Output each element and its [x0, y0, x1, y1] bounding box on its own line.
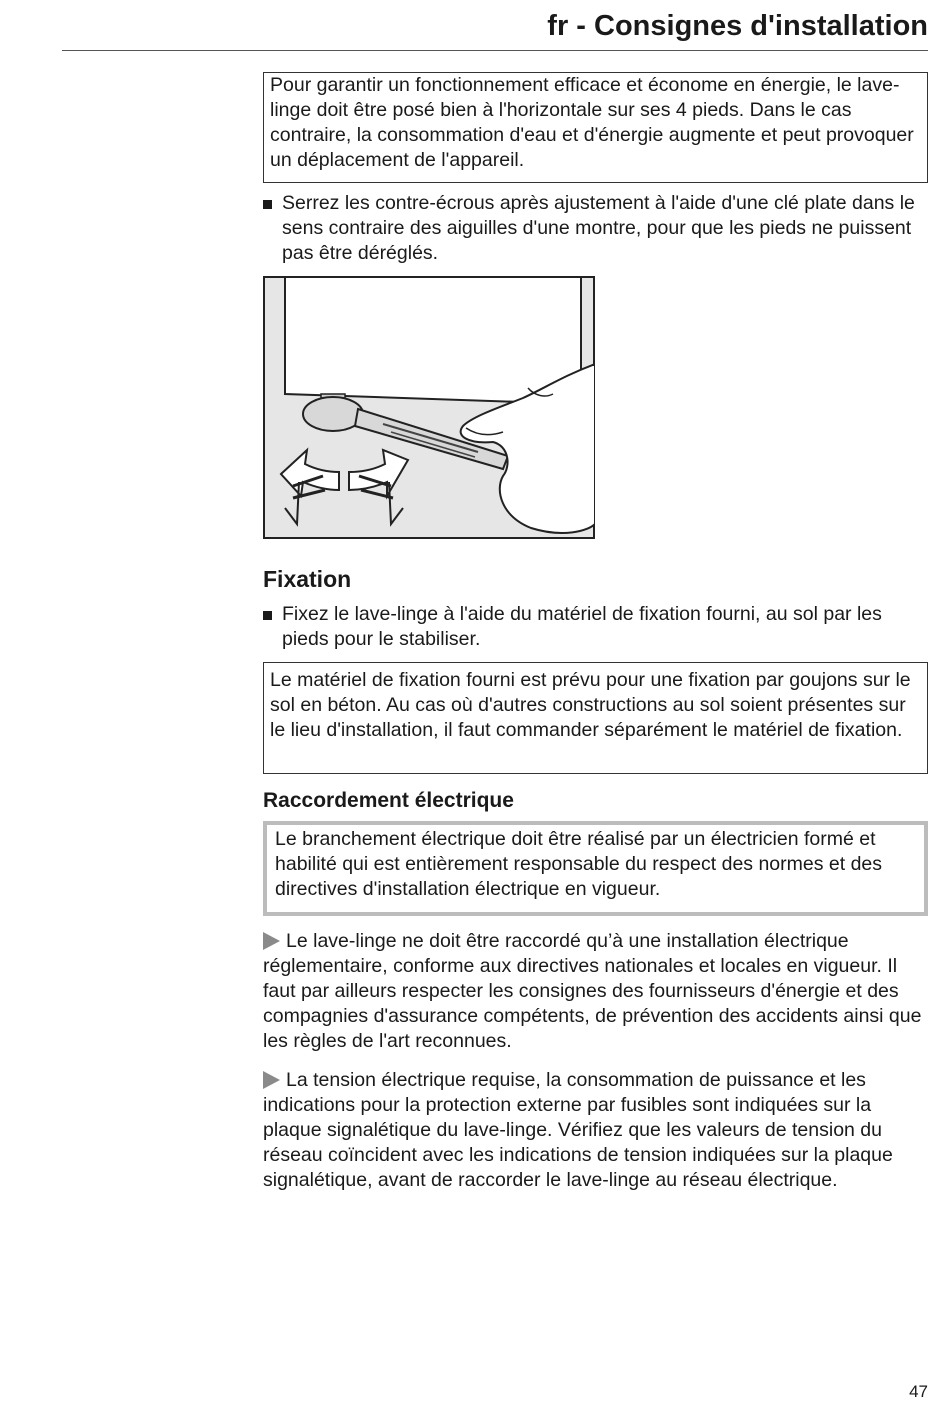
leveling-note-text: Pour garantir un fonctionnement efficace et économe en énergie, le lave-linge doit être posé bien à l'horizontale sur ses 4 pieds. Dans le cas contraire, la consommation d'eau et d'énergie augmente et peut provoquer un déplacement de l'appareil.	[270, 74, 914, 171]
page-header-title: fr - Consignes d'installation	[547, 10, 928, 42]
fixation-note-box	[263, 662, 928, 774]
square-bullet-icon	[263, 611, 272, 620]
fixation-instruction-text: Fixez le lave-linge à l'aide du matériel de fixation fourni, au sol par les pieds pour le stabiliser.	[282, 603, 882, 650]
triangle-arrow-icon	[263, 1071, 280, 1089]
electrical-paragraph-2	[263, 1068, 928, 1193]
header-divider	[62, 50, 928, 51]
page-number: 47	[909, 1382, 928, 1401]
electrical-paragraph-2-text: La tension électrique requise, la consommation de puissance et les indications pour la protection externe par fusibles sont indiquées sur la plaque signalétique du lave-linge. Vérifiez que les valeurs de tension du réseau coïncident avec les indications de tension indiquées sur la plaque signalétique, avant de raccorder le lave-linge au réseau électrique.	[263, 1069, 893, 1191]
electrical-paragraph-1-text: Le lave-linge ne doit être raccordé qu’à une installation électrique réglementaire, conforme aux directives nationales et locales en vigueur. Il faut par ailleurs respecter les consignes des fournisseurs d'énergie et des compagnies d'assurance compétents, de prévention des accidents ainsi que les règles de l'art reconnues.	[263, 930, 922, 1052]
locknut-instruction	[263, 191, 928, 266]
leveling-note-box	[263, 72, 928, 183]
electrical-heading: Raccordement électrique	[263, 789, 514, 812]
electrical-paragraph-1	[263, 929, 928, 1054]
electrical-warning-box	[263, 821, 928, 916]
electrical-warning-text: Le branchement électrique doit être réalisé par un électricien formé et habilité qui est entièrement responsable du respect des normes et des directives d'installation électrique en vigueur.	[275, 828, 883, 900]
fixation-heading: Fixation	[263, 566, 352, 592]
square-bullet-icon	[263, 200, 272, 209]
triangle-arrow-icon	[263, 932, 280, 950]
locknut-instruction-text: Serrez les contre-écrous après ajustement à l'aide d'une clé plate dans le sens contraire des aiguilles d'une montre, pour que les pieds ne puissent pas être déréglés.	[282, 192, 915, 264]
wrench-illustration	[263, 276, 595, 539]
fixation-instruction	[263, 602, 928, 652]
fixation-note-text: Le matériel de fixation fourni est prévu pour une fixation par goujons sur le sol en béton. Au cas où d'autres constructions au sol soient présentes sur le lieu d'installation, il faut commander séparément le matériel de fixation.	[270, 669, 911, 741]
